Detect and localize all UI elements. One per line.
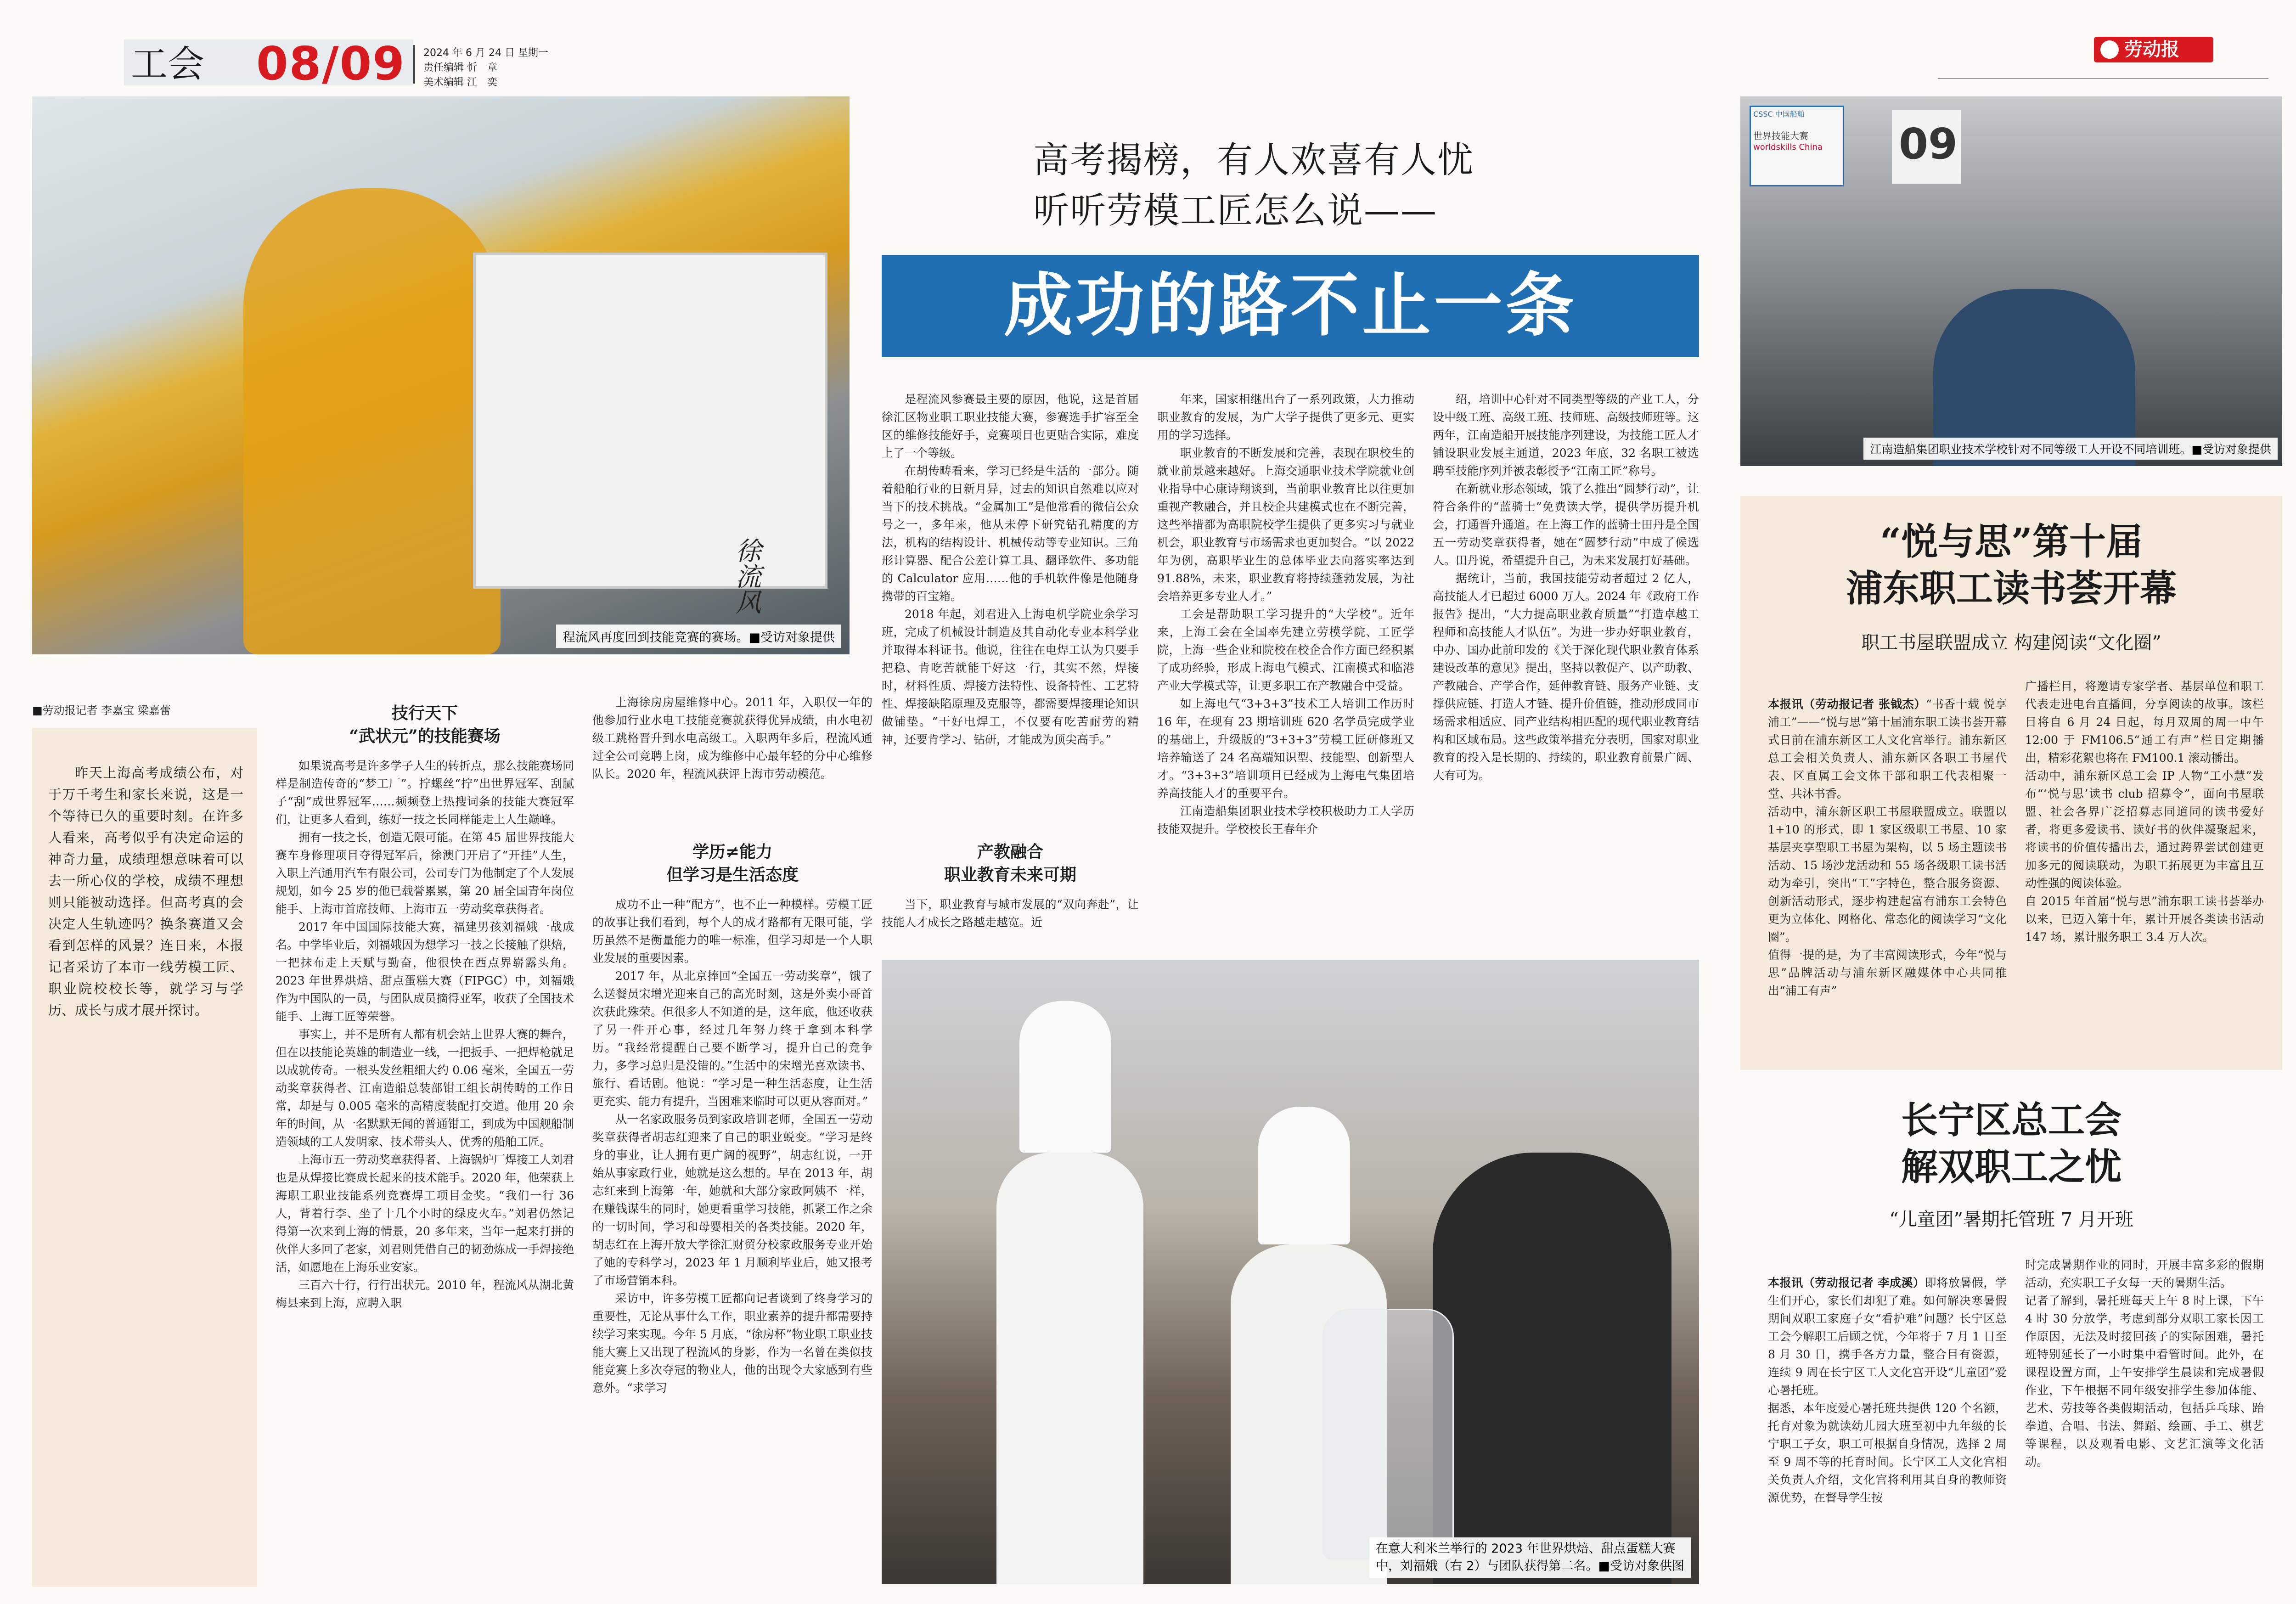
trophy bbox=[1322, 1309, 1454, 1559]
paragraph: 2018 年起，刘君进入上海电机学院业余学习班，完成了机械设计制造及其自动化专业本科学业并取得本科证书。他说，往往在电焊工认为只要手把稳、肯吃苦就能干好这一行，其实不然，焊接时，材料性质、焊接方法特性、设备特性、工艺特性、焊接缺陷原理及克服等，都需要焊接理论知识做铺垫。“干好电焊工，不仅要有吃苦耐劳的精神，还要肯学习、钻研，才能成为顶尖高手。” bbox=[882, 608, 1139, 746]
paragraph: 如上海电气“3+3+3”技术工人培训工作历时 16 年，在现有 23 期培训班 620 名学员完成学业的基础上，升级版的“3+3+3”劳模工匠研修班又培养输送了 24 名高端知识型、技能型、创新型人才。“3+3+3”培训项目已经成为上海电气集团培养高技能人才的重要平台。 bbox=[1157, 697, 1414, 800]
paragraph: 拥有一技之长，创造无限可能。在第 45 届世界技能大赛车身修理项目夺得冠军后，徐澳门开启了“开挂”人生，入职上汽通用汽车有限公司，公司专门为他制定了个人发展规划，如今 25 岁的他已载誉累累，第 20 届全国青年岗位能手、上海市首席技师、上海市五一劳动奖章获得者。 bbox=[276, 831, 574, 916]
workbench bbox=[473, 253, 827, 589]
header-rule bbox=[1938, 78, 2268, 79]
article2-byline: 本报讯（劳动报记者 张钺杰） bbox=[1768, 698, 1926, 711]
worker-figure bbox=[243, 188, 501, 654]
article2-col1-text: “书香十载 悦享浦工”——“悦与思”第十届浦东职工读书荟开幕式日前在浦东新区工人文化宫举行。浦东新区总工会相关负责人、浦东新区各职工书屋代表、区直属工会文体干部和职工代表相聚一堂、共沐书香。 活动中，浦东新区职工书屋联盟成立。联盟以 1+10 的形式，即 1 家区级职工书屋、10 家基层夹享型职工书屋为架构，以 5 场主题读书活动、15 场沙龙活动和 55 场各级职工读书活动为牵引，突出“工”字特色，整合服务资源、创新活动形式，逐步构建起富有浦东工会特色更为立体化、网格化、常态化的阅读学习“文化圈”。 值得一提的是，为了丰富阅读形式，今年“悦与思”品牌活动与浦东新区融媒体中心共同推出“浦工有声” bbox=[1768, 698, 2007, 997]
section-name: 工会 bbox=[131, 43, 204, 85]
sign-logo: CSSC 中国船舶 bbox=[1753, 110, 1805, 118]
col3-body-bottom bbox=[882, 895, 1139, 934]
intro-text: 昨天上海高考成绩公布，对于万千考生和家长来说，这是一个等待已久的重要时刻。在许多人看来，高考似乎有决定命运的神奇力量，成绩理想意味着可以去一所心仪的学校，成绩不理想则只能被动选择。但高考真的会决定人生轨迹吗？换条赛道又会看到怎样的风景？连日来，本报记者采访了本市一线劳模工匠、职业院校校长等，就学习与学历、成长与成才展开探讨。 bbox=[48, 765, 243, 1018]
paragraph: 职业教育的不断发展和完善，表现在职校生的就业前景越来越好。上海交通职业技术学院就业创业指导中心康诗翔谈到，当前职业教育比以往更加重视产教融合，并且校企共建模式也在不断完善，这些举措都为高职院校学生提供了更多实习与就业机会，职业教育与市场需求也更加契合。“以 2022 年为例，高职毕业生的总体毕业去向落实率达到 91.88%，未来，职业教育将持续蓬勃发展，为社会培养更多专业人才。” bbox=[1157, 446, 1414, 603]
kicker-line-2: 听听劳模工匠怎么说—— bbox=[1033, 190, 1438, 231]
article3-col2: 时完成暑期作业的同时，开展丰富多彩的假期活动，充实职工子女每一天的暑期生活。 记者了解到，暑托班每天上午 8 时上课，下午 4 时 30 分放学，考虑到部分双职工家长因工作原因，无法及时接回孩子的实际困难，暑托班特别延长了一小时集中看管时间。此外，在课程设置方面，上午安排学生晨读和完成暑假作业，下午根据不同年级安排学生参加体能、艺术、劳技等各类假期活动，包括乒乓球、跆拳道、合唱、书法、舞蹈、绘画、手工、棋艺等课程，以及观看电影、文艺汇演等文化活动。 bbox=[2025, 1258, 2264, 1469]
logo-text: 劳动报 bbox=[2124, 39, 2179, 60]
sign-text: 世界技能大赛 bbox=[1753, 130, 1808, 141]
headline: 成功的路不止一条 bbox=[1003, 265, 1577, 346]
col1-subhead-2: “武状元”的技能赛场 bbox=[349, 726, 501, 746]
chef-hat bbox=[1258, 1107, 1350, 1244]
page-numbers: 08/09 bbox=[256, 37, 405, 90]
article2-subtitle: 职工书屋联盟成立 构建阅读“文化圈” bbox=[1861, 632, 2161, 653]
paragraph: 2017 年中国国际技能大赛，福建男孩刘福娥一战成名。中学毕业后，刘福娥因为想学习一技之长接触了烘焙，一把抹布走上天赋与勤奋，他很快在西点界崭露头角。2023 年世界烘焙、甜点蛋糕大赛（FIPGC）中，刘福娥作为中国队的一员，与团队成员摘得亚军，收获了全国技术能手、上海工匠等荣誉。 bbox=[276, 920, 574, 1023]
photo2-caption-line1: 在意大利米兰举行的 2023 年世界烘焙、甜点蛋糕大赛 bbox=[1375, 1542, 1676, 1556]
article2-col1 bbox=[1768, 677, 2007, 1058]
col3-subhead-1: 产教融合 bbox=[977, 842, 1043, 861]
paragraph: 如果说高考是许多学子人生的转折点，那么技能赛场同样是制造传奇的“梦工厂”。拧螺丝“拧”出世界冠军、刮腻子“刮”成世界冠军……频频登上热搜词条的技能大赛冠军们，让更多人看到，练好一技之长同样能走上人生巅峰。 bbox=[276, 759, 574, 826]
paragraph: 采访中，许多劳模工匠都向记者谈到了终身学习的重要性，无论从事什么工作，职业素养的提升都需要持续学习来实现。今年 5 月底，“徐房杯”物业职工职业技能大赛上又出现了程流风的身影，作为一名曾在类似技能竞赛上多次夺冠的物业人，他的出现令大家感到有些意外。“求学习 bbox=[592, 1292, 872, 1395]
issue-date: 2024 年 6 月 24 日 星期一 bbox=[423, 47, 548, 59]
paragraph: 在新就业形态领域，饿了么推出“圆梦行动”，让符合条件的“蓝骑士”免费读大学，提供学历提升机会，打通晋升通道。在上海工作的蓝骑士田丹是全国五一劳动奖章获得者，她在“圆梦行动”中成了候选人。田丹说，希望提升自己，为未来发展打好基础。 bbox=[1433, 482, 1699, 567]
photo-bakers bbox=[882, 960, 1699, 1584]
article2-col2: 广播栏目，将邀请专家学者、基层单位和职工代表走进电台直播间，分享阅读的故事。该栏目将自 6 月 24 日起，每月双周的周一中午 12:00 于 FM106.5“通工有声”栏目定期播出，精彩花絮也将在 FM100.1 滚动播出。 活动中，浦东新区总工会 IP 人物“工小慧”发布“‘悦与思’读书 club 招募令”，面向书屋联盟、社会各界广泛招募志同道同的读书爱好者，将更多爱读书、读好书的伙伴凝聚起来，将读书的价值传播出去，通过跨界尝试创建更加多元的阅读联动，为职工拓展更为丰富且互动性强的阅读体验。 自 2015 年首届“悦与思”浦东职工读书荟举办以来，已迈入第十年，累计开展各类读书活动 147 场，累计服务职工 3.4 万人次。 bbox=[2025, 680, 2264, 944]
chef-figure bbox=[996, 1153, 1143, 1584]
man-figure bbox=[1433, 1153, 1671, 1584]
col1-subhead-1: 技行天下 bbox=[391, 704, 458, 723]
paragraph: 上海市五一劳动奖章获得者、上海锅炉厂焊接工人刘君也是从焊接比赛成长起来的技术能手。2020 年，他荣获上海职工职业技能系列竞赛焊工项目金奖。“我们一行 36 人，背着行李、坐了十几个小时的绿皮火车。”刘君仍然记得第一次来到上海的情景，20 多年来，当年一起来打拼的伙伴大多回了老家，刘君则凭借自己的韧劲炼成一手焊接绝活，如愿地在上海乐业安家。 bbox=[276, 1153, 574, 1274]
paragraph: 是程流风参赛最主要的原因，他说，这是首届徐汇区物业职工职业技能大赛，参赛选手扩容至全区的维修技能好手，竞赛项目也更贴合实际，难度上了一个等级。 bbox=[882, 393, 1139, 460]
paragraph: 事实上，并不是所有人都有机会站上世界大赛的舞台，但在以技能论英雄的制造业一线，一把扳手、一把焊枪就足以成就传奇。一根头发丝粗细大约 0.06 毫米，全国五一劳动奖章获得者、江南造船总装部钳工组长胡传畴的工作日常，却是与 0.005 毫米的高精度装配打交道。他用 20 余年的时间，从一名默默无闻的普通钳工，到成为中国舰船制造领域的工人发明家、技术带头人、优秀的船舶工匠。 bbox=[276, 1028, 574, 1148]
col2-body bbox=[592, 895, 872, 1587]
col2-body-top bbox=[592, 693, 872, 845]
paragraph: 上海徐房房屋维修中心。2011 年，入职仅一年的他参加行业水电工技能竞赛就获得优异成绩，由水电初级工跳格晋升到水电高级工。入职两年多后，程流风通过全公司竞聘上岗，成为维修中心最年轻的分中心维修队长。2020 年，程流风获评上海市劳动模范。 bbox=[592, 696, 872, 781]
photo1-caption: 程流风再度回到技能竞赛的赛场。■受访对象提供 bbox=[556, 625, 841, 648]
photo2-caption bbox=[1369, 1537, 1691, 1578]
col1-body bbox=[276, 757, 574, 1588]
photo2-caption-line2: 中，刘福娥（右 2）与团队获得第二名。■受访对象供图 bbox=[1375, 1559, 1684, 1573]
article2-title-1: “悦与思”第十届 bbox=[1880, 520, 2143, 563]
article3-title-1: 长宁区总工会 bbox=[1901, 1098, 2122, 1142]
responsible-editor: 责任编辑 忻 章 bbox=[423, 62, 497, 73]
booth-number: 09 bbox=[1899, 119, 1958, 169]
col3-body-top bbox=[882, 390, 1139, 854]
article3-subtitle: “儿童团”暑期托管班 7 月开班 bbox=[1889, 1209, 2133, 1230]
logo-mark-icon bbox=[2100, 40, 2119, 59]
article3-col1-text: 即将放暑假，学生们开心，家长们却犯了难。如何解决寒暑假期间双职工家庭子女“看护难”问题？长宁区总工会今解职工后顾之忧，今年将于 7 月 1 日至 8 月 30 日，携手各方力量，整合目有资源，连续 9 周在长宁区工人文化宫开设“儿童团”爱心暑托班。 据悉，本年度爱心暑托班共提供 120 个名额，托育对象为就读幼儿园大班至初中九年级的长宁职工子女，职工可根据自身情况，选择 2 周至 9 周不等的托育时间。长宁区工人文化宫相关负责人介绍，文化宫将利用其自身的教师资源优势，在督导学生按 bbox=[1768, 1276, 2007, 1504]
paragraph: 年来，国家相继出台了一系列政策，大力推动职业教育的发展，为广大学子提供了更多元、更实用的学习选择。 bbox=[1157, 393, 1414, 442]
paragraph: 在胡传畴看来，学习已经是生活的一部分。随着船舶行业的日新月异，过去的知识自然难以应对当下的技术挑战。“金属加工”是他常看的微信公众号之一，多年来，他从未停下研究钻孔精度的方法，机构的结构设计、机械传动等专业知识。三角形计算器、配合公差计算工具、翻译软件、多功能的 Calculator 应用……他的手机软件像是他随身携带的百宝箱。 bbox=[882, 464, 1139, 603]
header-divider bbox=[413, 45, 415, 84]
paragraph: 三百六十行，行行出状元。2010 年，程流风从湖北黄梅县来到上海，应聘入职 bbox=[276, 1278, 574, 1310]
col4-body bbox=[1157, 390, 1414, 937]
main-byline: ■劳动报记者 李嘉宝 梁嘉蕾 bbox=[32, 704, 171, 717]
signature: 徐流风 bbox=[732, 537, 761, 614]
photo3-caption: 江南造船集团职业技术学校针对不同等级工人开设不同培训班。■受访对象提供 bbox=[1863, 438, 2278, 460]
art-editor: 美术编辑 江 奕 bbox=[423, 77, 497, 88]
paragraph: 2017 年，从北京捧回“全国五一劳动奖章”，饿了么送餐员宋增光迎来自己的高光时刻，这是外卖小哥首次获此殊荣。但很多人不知道的是，这年底，他还收获了另一件开心事，经过几年努力终于拿到本科学历。“我经常提醒自己要不断学习，提升自己的竞争力，多学习总归是没错的。”生活中的宋增光喜欢读书、旅行、看话剧。他说：“学习是一种生活态度，让生活更充实、能力有提升，当困难来临时可以更从容面对。” bbox=[592, 969, 872, 1108]
col2-subhead-2: 但学习是生活态度 bbox=[666, 865, 799, 884]
paragraph: 绍，培训中心针对不同类型等级的产业工人，分设中级工班、高级工班、技师班、高级技师班等。这两年，江南造船开展技能序列建设，为技能工匠人才铺设职业发展主通道，2023 年底，32 名职工被选聘至技能序列并被表彰授予“江南工匠”称号。 bbox=[1433, 393, 1699, 478]
col5-body bbox=[1433, 390, 1699, 937]
sign-subtext: worldskills China bbox=[1753, 142, 1823, 152]
col3-subhead-2: 职业教育未来可期 bbox=[944, 865, 1076, 884]
paragraph: 工会是帮助职工学习提升的“大学校”。近年来，上海工会在全国率先建立劳模学院、工匠学院，上海一些企业和院校在校企合作方面已经积累了成功经验，形成上海电气模式、江南模式和临港产业大学模式等，让更多职工在产教融合中受益。 bbox=[1157, 608, 1414, 692]
paragraph: 据统计，当前，我国技能劳动者超过 2 亿人，高技能人才已超过 6000 万人。2024 年《政府工作报告》提出，“大力提高职业教育质量”“打造卓越工程师和高技能人才队伍”。为进一步办好职业教育，中办、国办此前印发的《关于深化现代职业教育体系建设改革的意见》提出，坚持以教促产、以产助教、产教融合、产学合作，延伸教育链、服务产业链、支撑供应链、打造人才链、提升价值链，推动形成同市场需求相适应、同产业结构相匹配的现代职业教育结构和区域布局。这些政策举措充分表明，国家对职业教育的投入是长期的、持续的，职业教育前景广阔、大有可为。 bbox=[1433, 572, 1699, 782]
paragraph: 从一名家政服务员到家政培训老师，全国五一劳动奖章获得者胡志红迎来了自己的职业蜕变。“学习是终身的事业，让人拥有更广阔的视野”，胡志红说，一开始从事家政行业，她就是这么想的。早在 2013 年，胡志红来到上海第一年，她就和大部分家政阿姨不一样，在赚钱谋生的同时，她更看重学习技能，抓紧工作之余的一切时间，学习和母婴相关的各类技能。2020 年，胡志红在上海开放大学徐汇财贸分校家政服务专业开始了她的专科学习，2023 年 1 月顺利毕业后，她又报考了市场营销本科。 bbox=[592, 1113, 872, 1287]
article3-byline: 本报讯（劳动报记者 李成溪） bbox=[1768, 1276, 1925, 1289]
col2-subhead-1: 学历≠能力 bbox=[692, 842, 773, 861]
paragraph: 江南造船集团职业技术学校积极助力工人学历技能双提升。学校校长王春年介 bbox=[1157, 805, 1414, 836]
paragraph: 当下，职业教育与城市发展的“双向奔赴”，让技能人才成长之路越走越宽。近 bbox=[882, 898, 1139, 929]
article3-title-2: 解双职工之忧 bbox=[1901, 1145, 2122, 1188]
article3-col1 bbox=[1768, 1256, 2007, 1587]
photo-competition bbox=[32, 96, 850, 654]
chef-hat bbox=[1019, 1001, 1111, 1153]
article2-title-2: 浦东职工读书荟开幕 bbox=[1846, 567, 2177, 610]
paragraph: 成功不止一种“配方”，也不止一种模样。劳模工匠的故事让我们看到，每个人的成才路都有无限可能，学历虽然不是衡量能力的唯一标准，但学习却是一个人职业发展的重要因素。 bbox=[592, 898, 872, 965]
kicker-line-1: 高考揭榜，有人欢喜有人忧 bbox=[1033, 140, 1474, 181]
photo-training bbox=[1740, 96, 2282, 466]
